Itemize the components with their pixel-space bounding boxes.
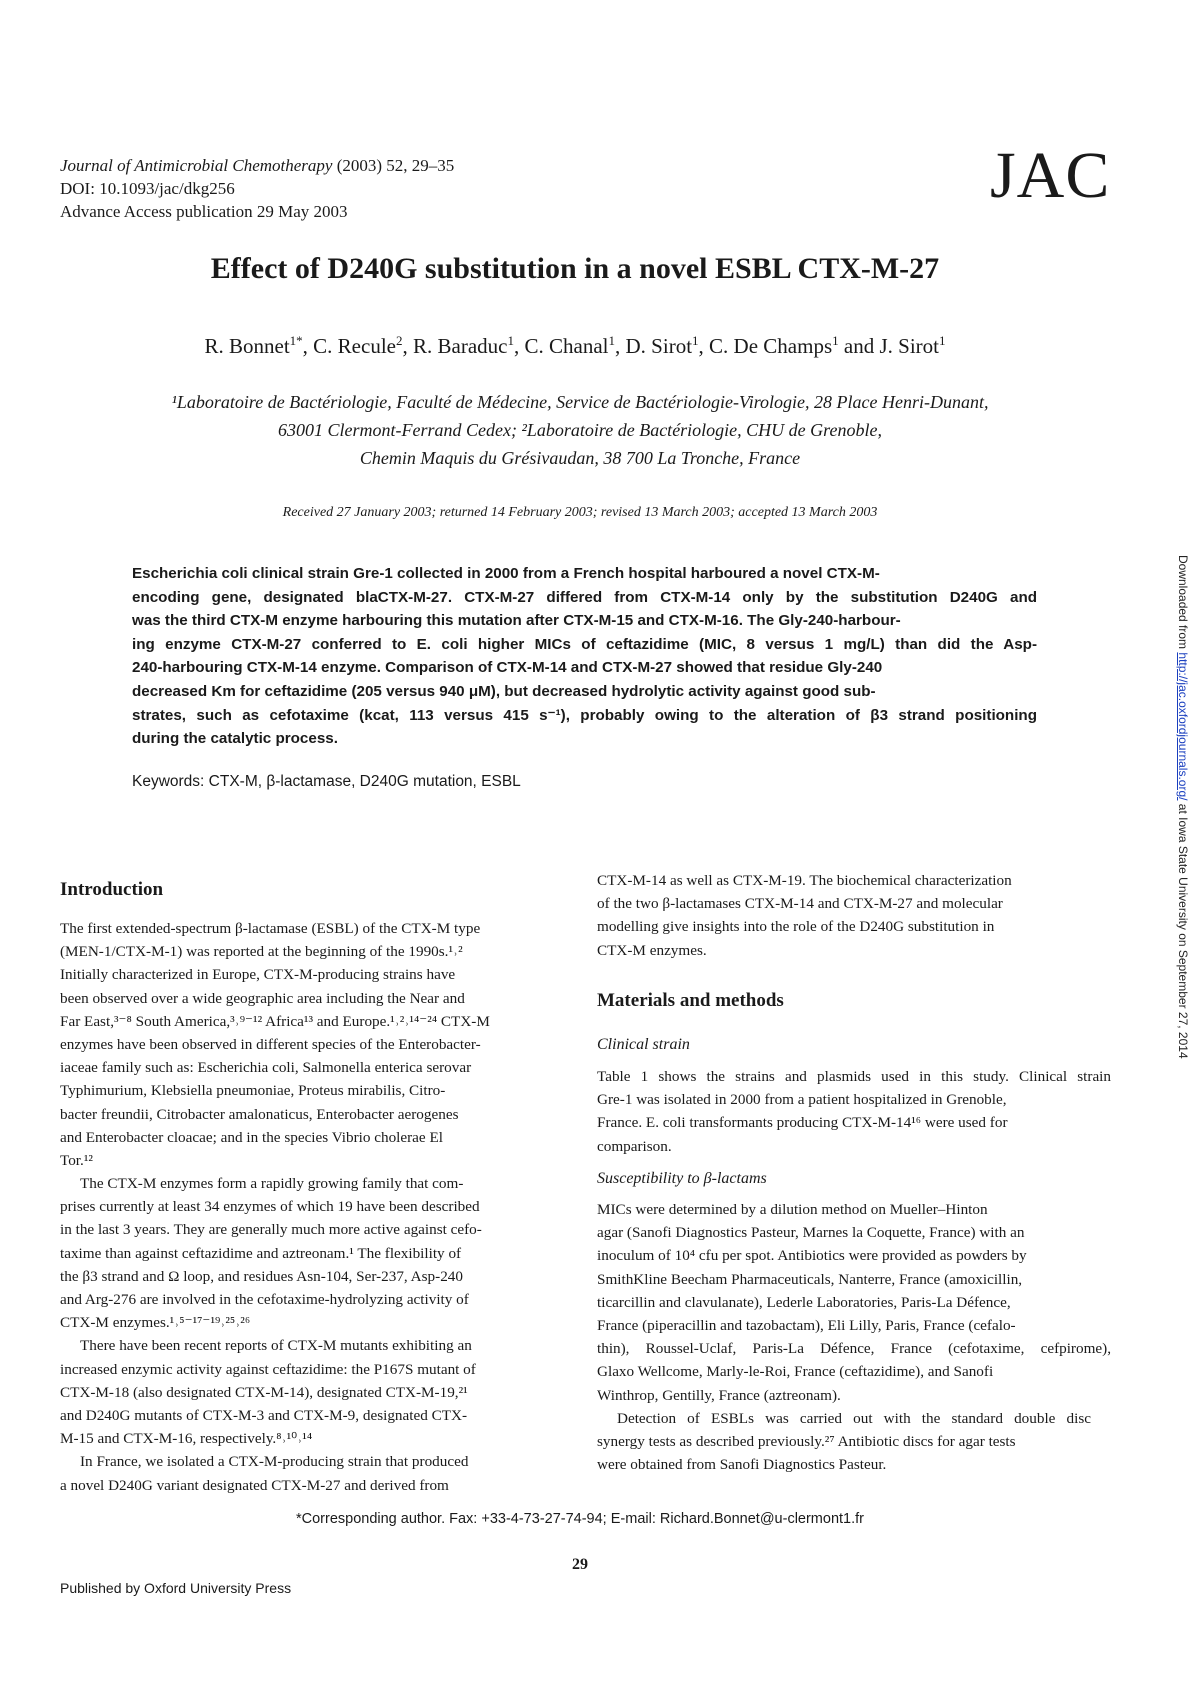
body-line: CTX-M-18 (also designated CTX-M-14), designated CTX-M-19,²¹ — [60, 1383, 468, 1401]
body-line: comparison. — [597, 1137, 672, 1155]
body-line: MICs were determined by a dilution method on Mueller–Hinton — [597, 1201, 988, 1218]
body-line: Table 1 shows the strains and plasmids used in this study. Clinical strain — [597, 1068, 1111, 1085]
journal-citation: (2003) 52, 29–35 — [332, 156, 455, 175]
body-line: in the last 3 years. They are generally much more active against cefo- — [60, 1221, 482, 1239]
affiliation-line: Chemin Maquis du Grésivaudan, 38 700 La Tronche, France — [359, 448, 801, 468]
abstract-line: strates, such as cefotaxime (kcat, 113 versus 415 s⁻¹), probably owing to the alteration of β3 strand positioning — [132, 706, 1037, 724]
corresponding-author: *Corresponding author. Fax: +33-4-73-27-74-94; E-mail: Richard.Bonnet@u-clermont1.fr — [295, 1511, 864, 1527]
body-line: France. E. coli transformants producing CTX-M-14¹⁶ were used for — [597, 1114, 1008, 1132]
body-line: Typhimurium, Klebsiella pneumoniae, Proteus mirabilis, Citro- — [60, 1082, 446, 1100]
author-sep: and — [838, 334, 880, 358]
author-name: R. Bonnet — [204, 334, 290, 358]
author-sep: , — [698, 334, 710, 358]
body-line: iaceae family such as: Escherichia coli, Salmonella enterica serovar — [60, 1059, 472, 1077]
author-affil-mark: 1 — [608, 333, 616, 348]
download-suffix: at Iowa State University on September 27, 2014 — [1176, 800, 1190, 1059]
abstract-line: Escherichia coli clinical strain Gre-1 collected in 2000 from a French hospital harboured a novel CTX-M- — [132, 565, 880, 582]
body-line: bacter freundii, Citrobacter amalonaticus, Enterobacter aerogenes — [60, 1105, 459, 1123]
author-name: C. De Champs — [709, 334, 833, 358]
intro-heading: Introduction — [60, 879, 164, 900]
body-line: thin), Roussel-Uclaf, Paris-La Défence, France (cefotaxime, cefpirome), — [597, 1340, 1111, 1358]
author-affil-mark: 1* — [289, 333, 303, 348]
author-list — [0, 334, 1150, 359]
body-line: ticarcillin and clavulanate), Lederle Laboratories, Paris-La Défence, — [597, 1293, 1011, 1311]
suscept-heading-wrap — [597, 1167, 1111, 1190]
body-line: CTX-M-14 as well as CTX-M-19. The biochemical characterization — [597, 872, 1012, 889]
body-line: prises currently at least 34 enzymes of which 19 have been described — [60, 1198, 480, 1216]
body-line: The first extended-spectrum β-lactamase (ESBL) of the CTX-M type — [60, 920, 481, 937]
body-line: the β3 strand and Ω loop, and residues Asn-104, Ser-237, Asp-240 — [60, 1267, 463, 1285]
body-line: taxime than against ceftazidime and aztreonam.¹ The flexibility of — [60, 1244, 462, 1262]
affiliation-line: ¹Laboratoire de Bactériologie, Faculté de Médecine, Service de Bactériologie-Virologie, 28 Place Henri-Dunant, — [171, 392, 989, 412]
author-sep: , — [615, 334, 626, 358]
body-line: Detection of ESBLs was carried out with the standard double disc — [617, 1409, 1091, 1427]
doi: DOI: 10.1093/jac/dkg256 — [60, 179, 235, 198]
author-affil-mark: 1 — [507, 333, 514, 348]
advance-access: Advance Access publication 29 May 2003 — [60, 202, 348, 221]
affiliation-line: 63001 Clermont-Ferrand Cedex; ²Laboratoire de Bactériologie, CHU de Grenoble, — [278, 420, 882, 440]
author-name: R. Baraduc — [413, 334, 508, 358]
susceptibility-heading: Susceptibility to β-lactams — [597, 1170, 767, 1187]
body-line: of the two β-lactamases CTX-M-14 and CTX-M-27 and molecular — [597, 895, 1003, 913]
author-name: C. Chanal — [524, 334, 609, 358]
body-line: enzymes have been observed in different species of the Enterobacter- — [60, 1035, 481, 1053]
abstract-line: decreased Km for ceftazidime (205 versus 940 μM), but decreased hydrolytic activity against good sub- — [132, 682, 876, 700]
body-line: Winthrop, Gentilly, France (aztreonam). — [597, 1386, 841, 1404]
abstract-line: was the third CTX-M enzyme harbouring this mutation after CTX-M-15 and CTX-M-16. The Gly-240-harbour- — [132, 612, 901, 630]
intro-text — [60, 917, 574, 1497]
body-line: Glaxo Wellcome, Marly-le-Roi, France (ceftazidime), and Sanofi — [597, 1363, 994, 1381]
received-dates: Received 27 January 2003; returned 14 February 2003; revised 13 March 2003; accepted 13 March 2003 — [282, 505, 878, 520]
body-line: There have been recent reports of CTX-M mutants exhibiting an — [80, 1337, 472, 1355]
author-sep: , — [302, 334, 314, 358]
body-line: synergy tests as described previously.²⁷ Antibiotic discs for agar tests — [597, 1432, 1016, 1450]
body-line: were obtained from Sanofi Diagnostics Pasteur. — [597, 1456, 887, 1474]
body-line: CTX-M enzymes. — [597, 941, 707, 959]
journal-header — [60, 154, 454, 223]
susceptibility-text — [597, 1198, 1111, 1476]
left-column — [60, 878, 574, 901]
clinical-heading-wrap — [597, 1033, 1111, 1056]
abstract-line: 240-harbouring CTX-M-14 enzyme. Comparison of CTX-M-14 and CTX-M-27 showed that residue Gly-240 — [132, 659, 883, 677]
download-prefix: Downloaded from — [1176, 555, 1190, 653]
abstract-line: encoding gene, designated blaCTX-M-27. CTX-M-27 differed from CTX-M-14 only by the substitution D240G and — [132, 588, 1037, 606]
body-line: (MEN-1/CTX-M-1) was reported at the beginning of the 1990s.¹˒² — [60, 943, 463, 961]
author-name: C. Recule — [313, 334, 396, 358]
body-line: CTX-M enzymes.¹˒⁵⁻¹⁷⁻¹⁹˒²⁵˒²⁶ — [60, 1314, 251, 1332]
author-affil-mark: 1 — [692, 333, 699, 348]
clinical-strain-heading: Clinical strain — [597, 1036, 690, 1053]
body-line: inoculum of 10⁴ cfu per spot. Antibiotics were provided as powders by — [597, 1247, 1027, 1265]
body-line: In France, we isolated a CTX-M-producing strain that produced — [80, 1453, 469, 1471]
author-affil-mark: 1 — [938, 333, 946, 348]
journal-name: Journal of Antimicrobial Chemotherapy — [60, 156, 333, 175]
body-line: Far East,³⁻⁸ South America,³˒⁹⁻¹² Africa¹³ and Europe.¹˒²˒¹⁴⁻²⁴ CTX-M — [60, 1012, 490, 1030]
author-name: D. Sirot — [625, 334, 693, 358]
abstract-line: ing enzyme CTX-M-27 conferred to E. coli higher MICs of ceftazidime (MIC, 8 versus 1 mg/L) than did the Asp- — [132, 635, 1037, 653]
methods-heading-wrap — [597, 989, 1111, 1012]
body-line: and Arg-276 are involved in the cefotaxime-hydrolyzing activity of — [60, 1291, 469, 1308]
clinical-strain-text — [597, 1065, 1111, 1158]
jac-logo: JAC — [990, 139, 1111, 212]
page-number: 29 — [572, 1556, 588, 1573]
body-line: a novel D240G variant designated CTX-M-27 and derived from — [60, 1476, 449, 1494]
author-sep: , — [514, 334, 525, 358]
body-line: increased enzymic activity against ceftazidime: the P167S mutant of — [60, 1360, 476, 1378]
methods-heading: Materials and methods — [597, 990, 784, 1011]
body-line: agar (Sanofi Diagnostics Pasteur, Marnes la Coquette, France) with an — [597, 1224, 1025, 1242]
journal-link[interactable]: http://jac.oxfordjournals.org/ — [1176, 652, 1190, 801]
body-line: and Enterobacter cloacae; and in the species Vibrio cholerae El — [60, 1128, 443, 1146]
body-line: and D240G mutants of CTX-M-3 and CTX-M-9, designated CTX- — [60, 1406, 468, 1424]
body-line: SmithKline Beecham Pharmaceuticals, Nanterre, France (amoxicillin, — [597, 1270, 1023, 1288]
body-line: The CTX-M enzymes form a rapidly growing family that com- — [80, 1175, 464, 1193]
affiliations — [60, 388, 1100, 472]
abstract-line: during the catalytic process. — [132, 730, 338, 748]
keywords: Keywords: CTX-M, β-lactamase, D240G mutation, ESBL — [132, 773, 521, 790]
body-line: Gre-1 was isolated in 2000 from a patient hospitalized in Grenoble, — [597, 1091, 1007, 1109]
intro-continued — [597, 869, 1111, 962]
body-line: France (piperacillin and tazobactam), Eli Lilly, Paris, France (cefalo- — [597, 1316, 1016, 1334]
article-title: Effect of D240G substitution in a novel ESBL CTX-M-27 — [210, 252, 940, 285]
body-line: modelling give insights into the role of the D240G substitution in — [597, 918, 995, 936]
author-affil-mark: 2 — [395, 333, 403, 348]
publisher: Published by Oxford University Press — [60, 1580, 292, 1596]
body-line: Tor.¹² — [60, 1151, 93, 1169]
author-name: J. Sirot — [879, 334, 939, 358]
author-affil-mark: 1 — [832, 333, 839, 348]
body-line: M-15 and CTX-M-16, respectively.⁸˒¹⁰˒¹⁴ — [60, 1430, 313, 1448]
body-line: been observed over a wide geographic area including the Near and — [60, 989, 465, 1007]
abstract — [132, 562, 1037, 751]
author-sep: , — [402, 334, 413, 358]
body-line: Initially characterized in Europe, CTX-M-producing strains have — [60, 966, 456, 984]
